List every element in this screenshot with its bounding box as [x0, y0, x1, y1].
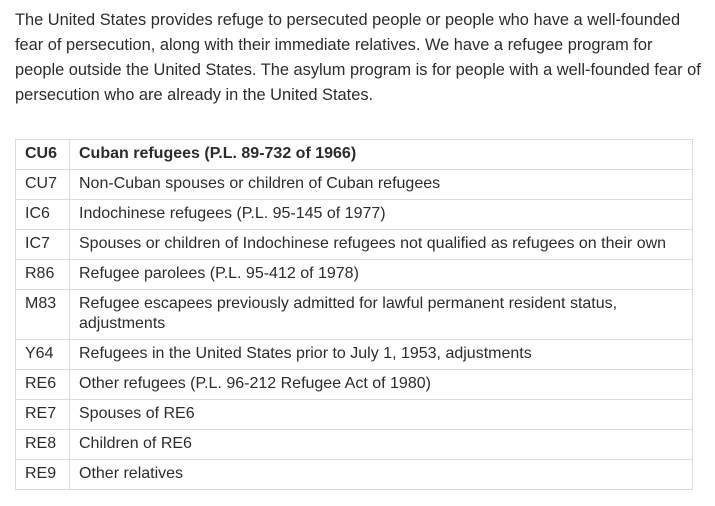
- description-cell: Other refugees (P.L. 96-212 Refugee Act of 1980): [70, 370, 693, 400]
- table-row: [16, 140, 693, 170]
- description-cell: Spouses of RE6: [70, 400, 693, 430]
- table-row: [16, 230, 693, 260]
- description-cell: Refugee escapees previously admitted for lawful permanent resident status, adjustments: [70, 290, 693, 340]
- description-cell: Non-Cuban spouses or children of Cuban refugees: [70, 170, 693, 200]
- table-row: [16, 200, 693, 230]
- code-cell: IC7: [16, 230, 70, 260]
- table-row: [16, 170, 693, 200]
- description-cell: Spouses or children of Indochinese refugees not qualified as refugees on their own: [70, 230, 693, 260]
- table-row: [16, 260, 693, 290]
- table-row: [16, 430, 693, 460]
- code-cell: RE7: [16, 400, 70, 430]
- description-cell: Cuban refugees (P.L. 89-732 of 1966): [70, 140, 693, 170]
- code-cell: RE9: [16, 460, 70, 490]
- table-row: [16, 460, 693, 490]
- intro-paragraph: The United States provides refuge to persecuted people or people who have a well-founded fear of persecution, along with their immediate relatives. We have a refugee program for people outside the United States. The asylum program is for people with a well-founded fear of persecution who are already in the United States.: [15, 11, 701, 104]
- table-row: [16, 370, 693, 400]
- code-cell: Y64: [16, 340, 70, 370]
- code-cell: R86: [16, 260, 70, 290]
- description-cell: Refugee parolees (P.L. 95-412 of 1978): [70, 260, 693, 290]
- code-cell: RE8: [16, 430, 70, 460]
- code-cell: M83: [16, 290, 70, 340]
- description-cell: Indochinese refugees (P.L. 95-145 of 1977): [70, 200, 693, 230]
- table-row: [16, 290, 693, 340]
- code-cell: CU6: [16, 140, 70, 170]
- code-cell: RE6: [16, 370, 70, 400]
- description-cell: Other relatives: [70, 460, 693, 490]
- table-row: [16, 400, 693, 430]
- code-cell: CU7: [16, 170, 70, 200]
- table-row: [16, 340, 693, 370]
- description-cell: Children of RE6: [70, 430, 693, 460]
- description-cell: Refugees in the United States prior to July 1, 1953, adjustments: [70, 340, 693, 370]
- code-cell: IC6: [16, 200, 70, 230]
- refugee-codes-table: [15, 139, 693, 490]
